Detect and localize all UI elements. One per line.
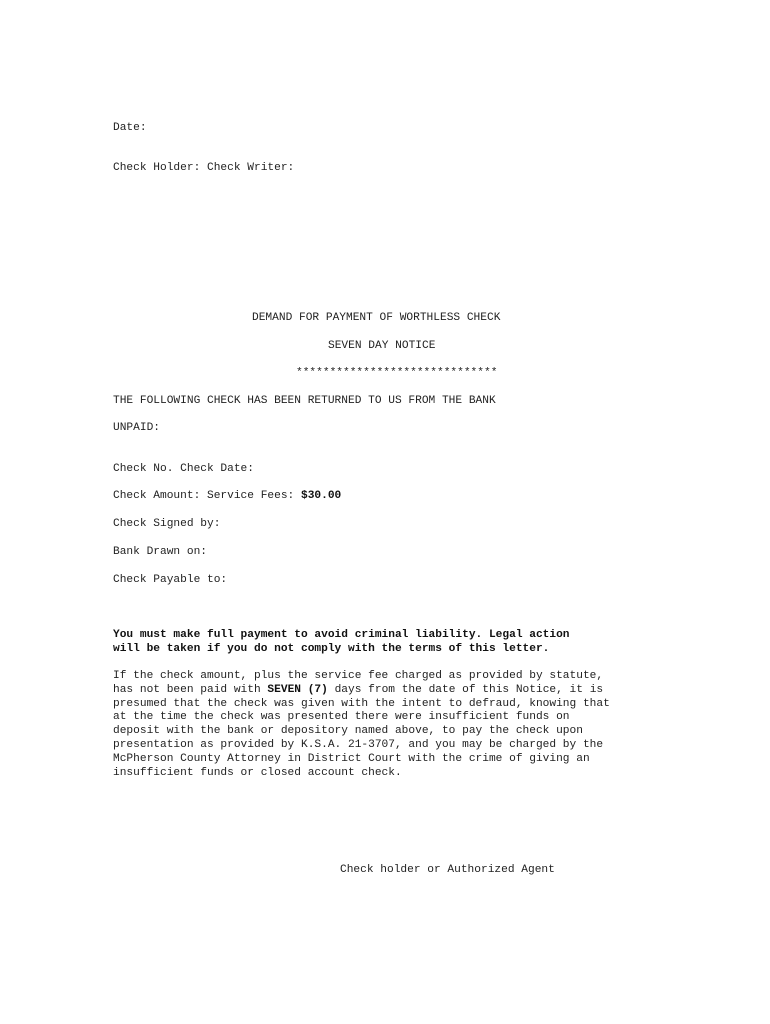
field-payable-to: Check Payable to: (113, 574, 228, 586)
field-amount-fees (113, 489, 341, 503)
paragraph-line: presumed that the check was given with the intent to defraud, knowing that (113, 697, 610, 710)
paragraph-line: presentation as provided by K.S.A. 21-3707, and you may be charged by the (113, 738, 604, 751)
signature-label: Check holder or Authorized Agent (340, 864, 555, 876)
paragraph-line: at the time the check was presented there were insufficient funds on (113, 711, 570, 724)
field-signed-by: Check Signed by: (113, 518, 221, 530)
paragraph-line: McPherson County Attorney in District Court with the crime of giving an (113, 752, 590, 765)
document-subtitle: SEVEN DAY NOTICE (328, 340, 436, 352)
date-label: Date: (113, 122, 147, 134)
intro-line-1: THE FOLLOWING CHECK HAS BEEN RETURNED TO US FROM THE BANK (113, 395, 496, 407)
field-bank-drawn-on: Bank Drawn on: (113, 546, 207, 558)
paragraph-line: deposit with the bank or depository named above, to pay the check upon (113, 725, 583, 738)
warning-line-1: You must make full payment to avoid criminal liability. Legal action (113, 629, 570, 641)
paragraph-line: If the check amount, plus the service fee charged as provided by statute, (113, 670, 604, 682)
statute-paragraph (113, 670, 658, 780)
paragraph-line: insufficient funds or closed account check. (113, 766, 402, 779)
service-fee-value: $30.00 (300, 490, 342, 502)
star-divider: ****************************** (296, 367, 498, 379)
parties-label: Check Holder: Check Writer: (113, 162, 295, 174)
seven-days-emphasis: SEVEN (7) (267, 683, 328, 696)
field-check-no-date: Check No. Check Date: (113, 463, 254, 475)
amount-fees-label: Check Amount: Service Fees: (113, 490, 301, 502)
paragraph-line: has not been paid with SEVEN (7) days from the date of this Notice, it is (113, 683, 604, 696)
document-title: DEMAND FOR PAYMENT OF WORTHLESS CHECK (252, 312, 501, 324)
intro-line-2: UNPAID: (113, 422, 160, 434)
warning-line-2: will be taken if you do not comply with the terms of this letter. (113, 643, 550, 655)
